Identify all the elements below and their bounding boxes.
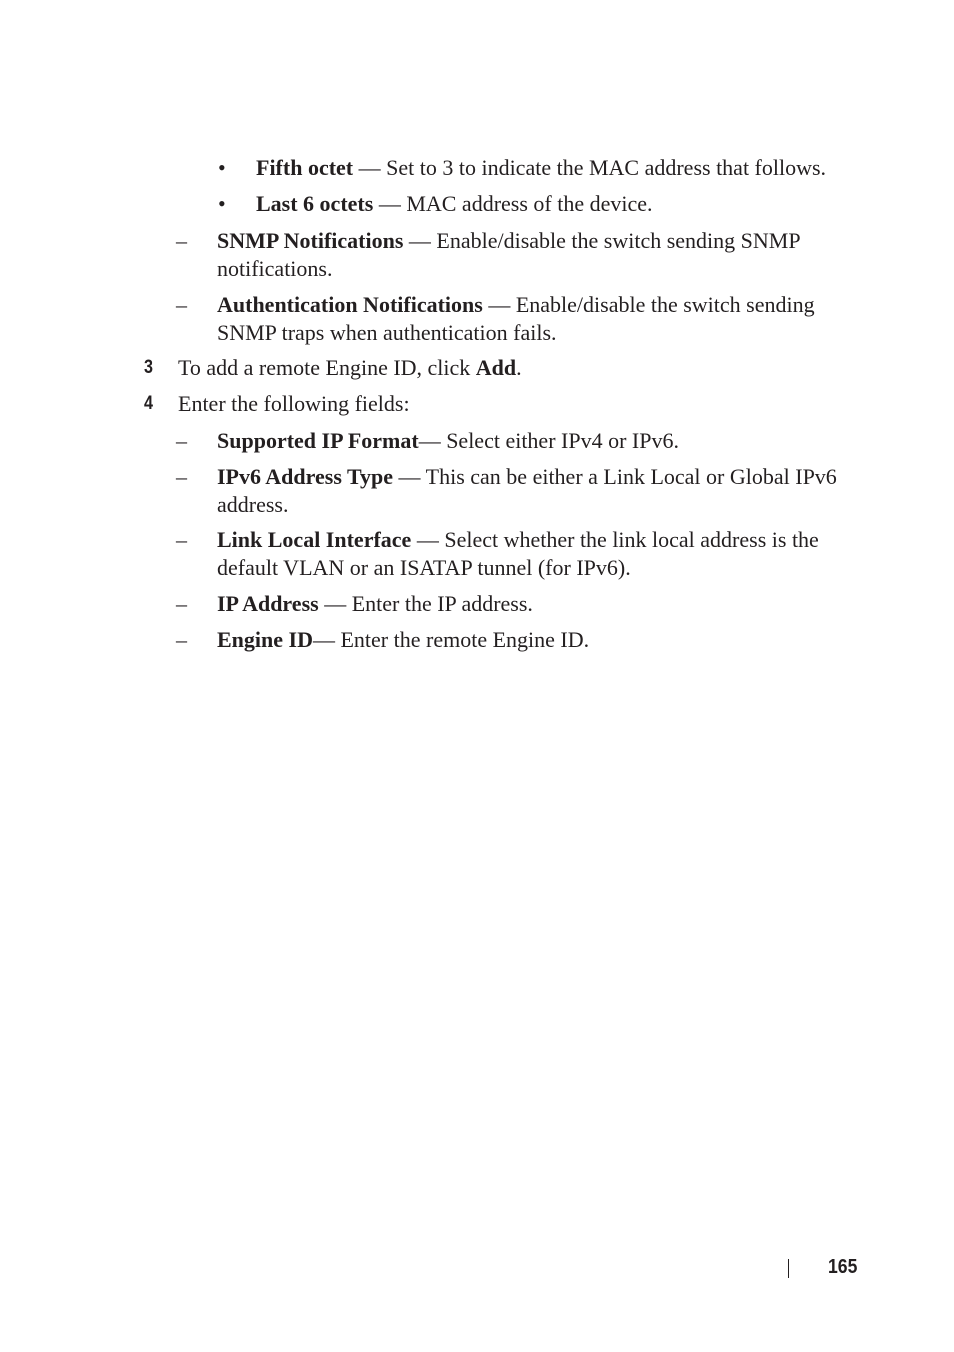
description: Enter the IP address.: [351, 591, 533, 616]
item-content: [217, 463, 857, 518]
term: Authentication Notifications: [217, 292, 483, 317]
description: Enter the remote Engine ID.: [334, 627, 590, 652]
term: Fifth octet: [256, 155, 354, 180]
separator: —: [403, 228, 437, 253]
line-1: [217, 526, 857, 554]
dash-marker: –: [176, 464, 187, 489]
description: This can be either a Link Local or Global IPv6: [425, 464, 837, 489]
step-suffix: .: [516, 355, 522, 380]
separator: —: [312, 627, 335, 652]
line-1: [217, 227, 857, 255]
item-content: [217, 626, 857, 654]
line-2: address.: [217, 491, 289, 517]
separator: —: [482, 292, 516, 317]
description: — MAC address of the device.: [373, 191, 653, 216]
dash-marker: –: [176, 527, 187, 552]
item-content: [217, 590, 857, 618]
step-description: To add a remote Engine ID, click: [178, 355, 476, 380]
separator: —: [393, 464, 426, 489]
separator: —: [411, 527, 445, 552]
term: Last 6 octets: [256, 191, 374, 216]
line-1: [217, 590, 857, 618]
line-2: notifications.: [217, 255, 333, 281]
description: Enable/disable the switch sending SNMP: [436, 228, 801, 253]
description: Select whether the link local address is the: [444, 527, 819, 552]
term: Engine ID: [217, 627, 313, 652]
item-content: [217, 291, 857, 346]
description: Select either IPv4 or IPv6.: [440, 428, 679, 453]
term: IP Address: [217, 591, 319, 616]
bullet-marker: •: [218, 155, 226, 180]
dash-marker: –: [176, 228, 187, 253]
step-number: 4: [144, 393, 153, 414]
bullet-content: [256, 154, 876, 182]
description: — Set to 3 to indicate the MAC address that follows.: [353, 155, 827, 180]
dash-marker: –: [176, 591, 187, 616]
item-content: [217, 427, 857, 455]
line-1: [217, 463, 857, 491]
dash-marker: –: [176, 428, 187, 453]
bullet-content: [256, 190, 876, 218]
line-2: default VLAN or an ISATAP tunnel (for IPv6).: [217, 554, 631, 580]
term: Link Local Interface: [217, 527, 412, 552]
item-content: [217, 227, 857, 282]
dash-marker: –: [176, 292, 187, 317]
term: SNMP Notifications: [217, 228, 404, 253]
bullet-marker: •: [218, 191, 226, 216]
page-number: 165: [828, 1256, 858, 1278]
step-number: 3: [144, 357, 153, 378]
term: IPv6 Address Type: [217, 464, 394, 489]
line-1: [217, 626, 857, 654]
item-content: [217, 526, 857, 581]
footer-divider: [788, 1259, 789, 1278]
add-term: Add: [475, 355, 517, 380]
line-1: [217, 427, 857, 455]
separator: —: [418, 428, 441, 453]
line-2: SNMP traps when authentication fails.: [217, 319, 557, 345]
dash-marker: –: [176, 627, 187, 652]
term: Supported IP Format: [217, 428, 419, 453]
step-text: Enter the following fields:: [178, 391, 410, 416]
description: Enable/disable the switch sending: [515, 292, 815, 317]
line-1: [217, 291, 857, 319]
step-text: [178, 354, 522, 382]
separator: —: [318, 591, 352, 616]
